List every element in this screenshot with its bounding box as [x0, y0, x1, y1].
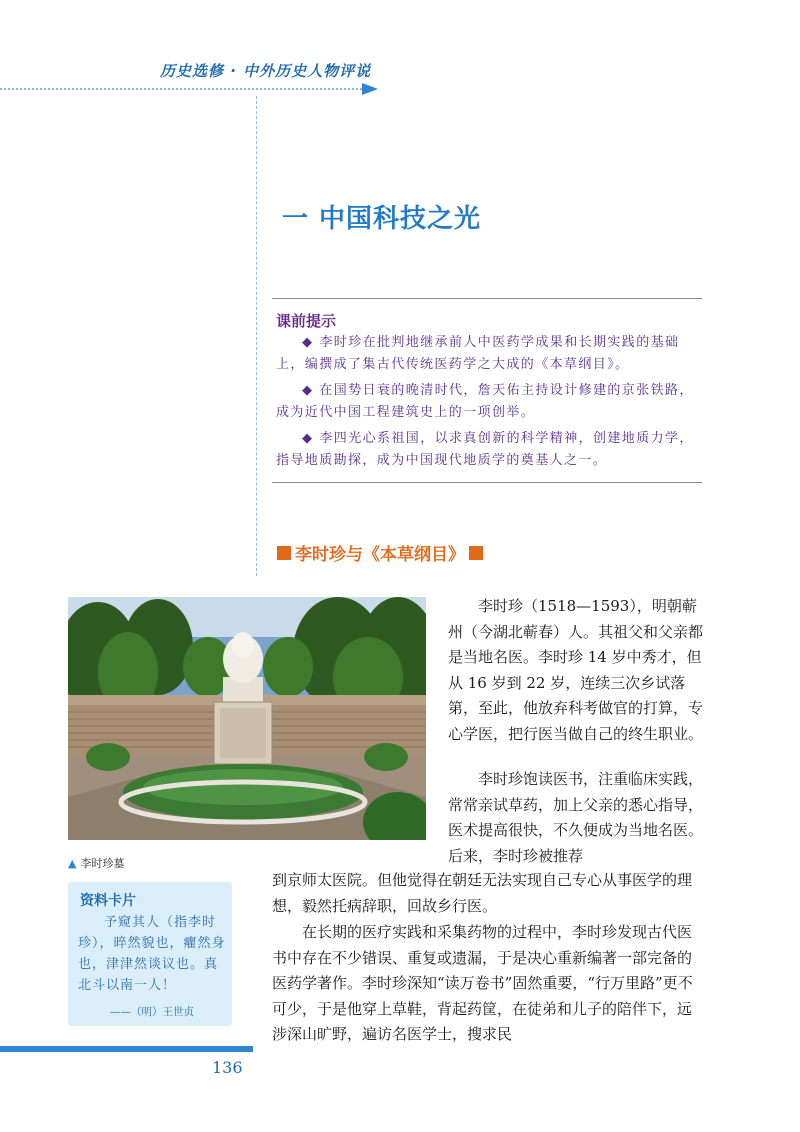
header-dotted-rule — [0, 88, 362, 90]
page-number: 136 — [212, 1058, 243, 1077]
tip-item-2 — [276, 380, 700, 424]
body-paragraph-1: 李时珍（1518—1593），明朝蕲州（今湖北蕲春）人。其祖父和父亲都是当地名医。李时珍 14 岁中秀才，但从 16 岁到 22 岁，连续三次乡试落第，至此，他放弃科考做官的打算，专心学医，把行医当做自己的终生职业。 — [448, 597, 704, 743]
diamond-icon: ◆ — [302, 383, 314, 398]
square-icon — [469, 546, 483, 560]
tip-item-1 — [276, 332, 700, 376]
arrow-right-icon — [362, 83, 378, 95]
section-heading — [277, 540, 483, 565]
photo-caption-text: 李时珍墓 — [80, 857, 125, 870]
tip-item-3 — [276, 428, 700, 472]
photo-caption — [68, 855, 124, 871]
diamond-icon: ◆ — [302, 431, 314, 446]
triangle-icon: ▲ — [68, 857, 77, 870]
card-quote: 予窥其人（指李时珍），晬然貌也，癯然身也，津津然谈议也。真北斗以南一人！ — [78, 915, 226, 993]
running-header-title: 历史选修 · 中外历史人物评说 — [160, 62, 372, 80]
tips-top-rule — [272, 298, 702, 299]
tip-text: 李时珍在批判地继承前人中医药学成果和长期实践的基础上，编撰成了集古代传统医药学之大成的《本草纲目》。 — [276, 335, 680, 372]
tomb-photo — [68, 597, 426, 840]
diamond-icon: ◆ — [302, 335, 314, 350]
section-heading-text: 李时珍与《本草纲目》 — [295, 545, 465, 565]
card-title: 资料卡片 — [80, 893, 136, 909]
footer-bar — [0, 1046, 253, 1052]
body-paragraph-3: 在长期的医疗实践和采集药物的过程中，李时珍发现古代医书中存在不少错误、重复或遗漏，于是决心重新编著一部完备的医药学著作。李时珍深知“读万卷书”固然重要，“行万里路”更不可少，于是他穿上草鞋，背起药筐，在徒弟和儿子的陪伴下，远涉深山旷野，遍访名医学士，搜求民 — [272, 923, 693, 1043]
vertical-dashed-rule — [256, 96, 257, 576]
chapter-title: 一 中国科技之光 — [282, 204, 482, 234]
tip-text: 在国势日衰的晚清时代，詹天佑主持设计修建的京张铁路，成为近代中国工程建筑史上的一项创举。 — [276, 383, 694, 420]
body-paragraph-2b: 到京师太医院。但他觉得在朝廷无法实现自己专心从事医学的理想，毅然托病辞职，回故乡行医。 — [272, 871, 693, 915]
tip-text: 李四光心系祖国，以求真创新的科学精神，创建地质力学，指导地质勘探，成为中国现代地质学的奠基人之一。 — [276, 431, 694, 468]
tips-bottom-rule — [272, 482, 702, 483]
card-attribution: ——（明）王世贞 — [110, 1006, 194, 1018]
tips-heading: 课前提示 — [276, 312, 337, 330]
body-paragraph-2a: 李时珍饱读医书，注重临床实践，常常亲试草药，加上父亲的悉心指导，医术提高很快，不久便成为当地名医。后来，李时珍被推荐 — [448, 770, 704, 865]
square-icon — [277, 546, 291, 560]
